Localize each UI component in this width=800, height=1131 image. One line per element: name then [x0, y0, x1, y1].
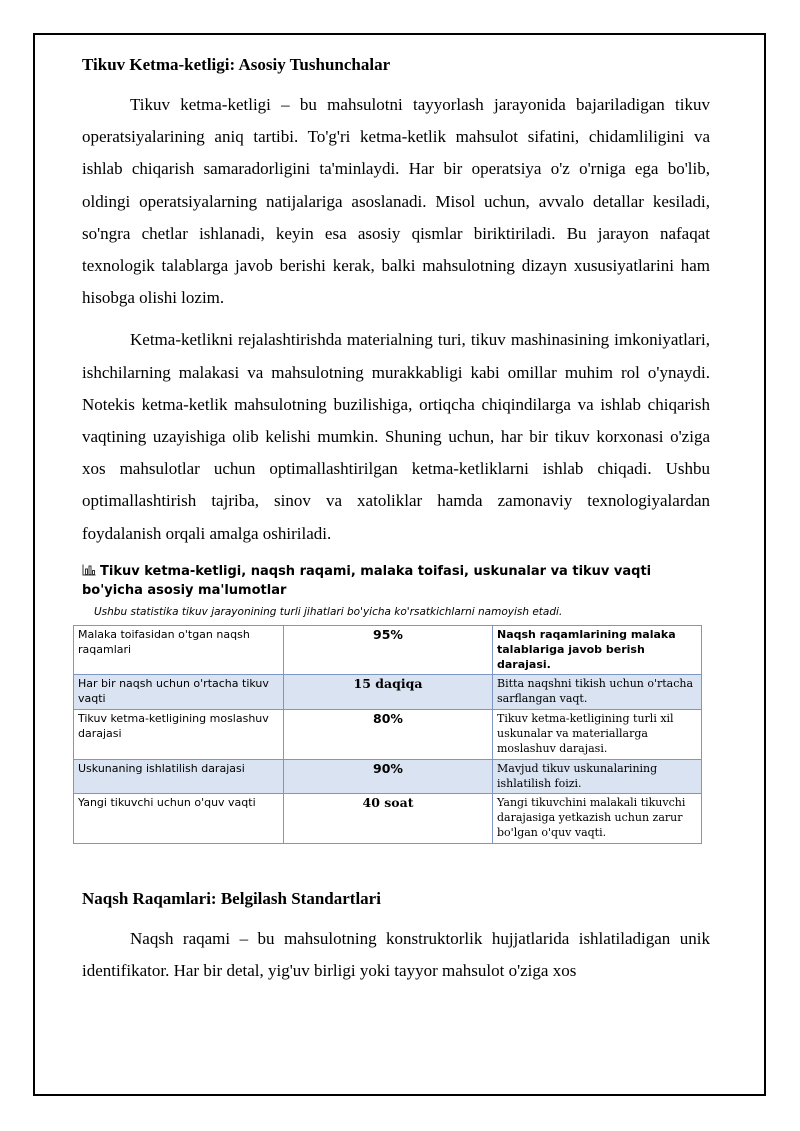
row-label: Malaka toifasidan o'tgan naqsh raqamlari	[74, 625, 284, 674]
section-heading: Tikuv Ketma-ketligi: Asosiy Tushunchalar	[82, 55, 391, 74]
statistics-table	[73, 625, 702, 844]
row-description: Naqsh raqamlarining malaka talablariga javob berish darajasi.	[493, 625, 702, 674]
table-row	[74, 625, 702, 674]
row-description: Mavjud tikuv uskunalarining ishlatilish foizi.	[493, 759, 702, 793]
table-subtitle: Ushbu statistika tikuv jarayonining turli jihatlari bo'yicha ko'rsatkichlarni namoyish etadi.	[94, 605, 563, 618]
row-label: Har bir naqsh uchun o'rtacha tikuv vaqti	[74, 674, 284, 709]
row-description: Yangi tikuvchini malakali tikuvchi darajasiga yetkazish uchun zarur bo'lgan o'quv vaqti.	[493, 793, 702, 843]
row-value: 90%	[284, 759, 493, 793]
row-description: Tikuv ketma-ketligining turli xil uskunalar va materiallarga moslashuv darajasi.	[493, 709, 702, 759]
page-content	[78, 55, 710, 987]
row-label: Yangi tikuvchi uchun o'quv vaqti	[74, 793, 284, 843]
row-label: Uskunaning ishlatilish darajasi	[74, 759, 284, 793]
table-row	[74, 709, 702, 759]
table-title: Tikuv ketma-ketligi, naqsh raqami, malaka toifasi, uskunalar va tikuv vaqti bo'yicha asosiy ma'lumotlar	[82, 563, 652, 598]
row-value: 95%	[284, 625, 493, 674]
table-row	[74, 759, 702, 793]
table-row	[74, 793, 702, 843]
row-value: 80%	[284, 709, 493, 759]
paragraph: Tikuv ketma-ketligi – bu mahsulotni tayyorlash jarayonida bajariladigan tikuv operatsiyalarining aniq tartibi. To'g'ri ketma-ketlik mahsulot sifatini, chidamliligini va ishlab chiqarish samaradorligini ta'minlaydi. Har bir operatsiya o'z o'rniga ega bo'lib, oldingi operatsiyalarning natijalariga asoslanadi. Misol uchun, avvalo detallar kesiladi, so'ngra chetlar ishlanadi, keyin esa asosiy qismlar biriktiriladi. Bu jarayon nafaqat texnologik talablarga javob berishi kerak, balki mahsulotning dizayn xususiyatlarini ham hisobga olishi lozim.	[82, 95, 710, 308]
paragraph: Naqsh raqami – bu mahsulotning konstruktorlik hujjatlarida ishlatiladigan unik identifikator. Har bir detal, yig'uv birligi yoki tayyor mahsulot o'ziga xos	[82, 928, 710, 981]
paragraph: Ketma-ketlikni rejalashtirishda materialning turi, tikuv mashinasining imkoniyatlari, ishchilarning malakasi va mahsulotning murakkabligi kabi omillar muhim rol o'ynaydi. Notekis ketma-ketlik mahsulotning buzilishiga, ortiqcha chiqindilarga va ishlab chiqarish vaqtining uzayishiga olib kelishi mumkin. Shuning uchun, har bir tikuv korxonasi o'ziga xos mahsulotlar uchun optimallashtirilgan ketma-ketliklarni ishlab chiqadi. Ushbu optimallashtirish tajriba, sinov va xatoliklar hamda zamonaviy texnologiyalardan foydalanish orqali amalga oshiriladi.	[82, 330, 710, 543]
table-row	[74, 674, 702, 709]
row-description: Bitta naqshni tikish uchun o'rtacha sarflangan vaqt.	[493, 674, 702, 709]
row-value: 40 soat	[284, 793, 493, 843]
bar-chart-icon	[82, 563, 96, 575]
row-value: 15 daqiqa	[284, 674, 493, 709]
section-heading: Naqsh Raqamlari: Belgilash Standartlari	[82, 888, 381, 908]
table-caption	[82, 562, 710, 618]
row-label: Tikuv ketma-ketligining moslashuv darajasi	[74, 709, 284, 759]
